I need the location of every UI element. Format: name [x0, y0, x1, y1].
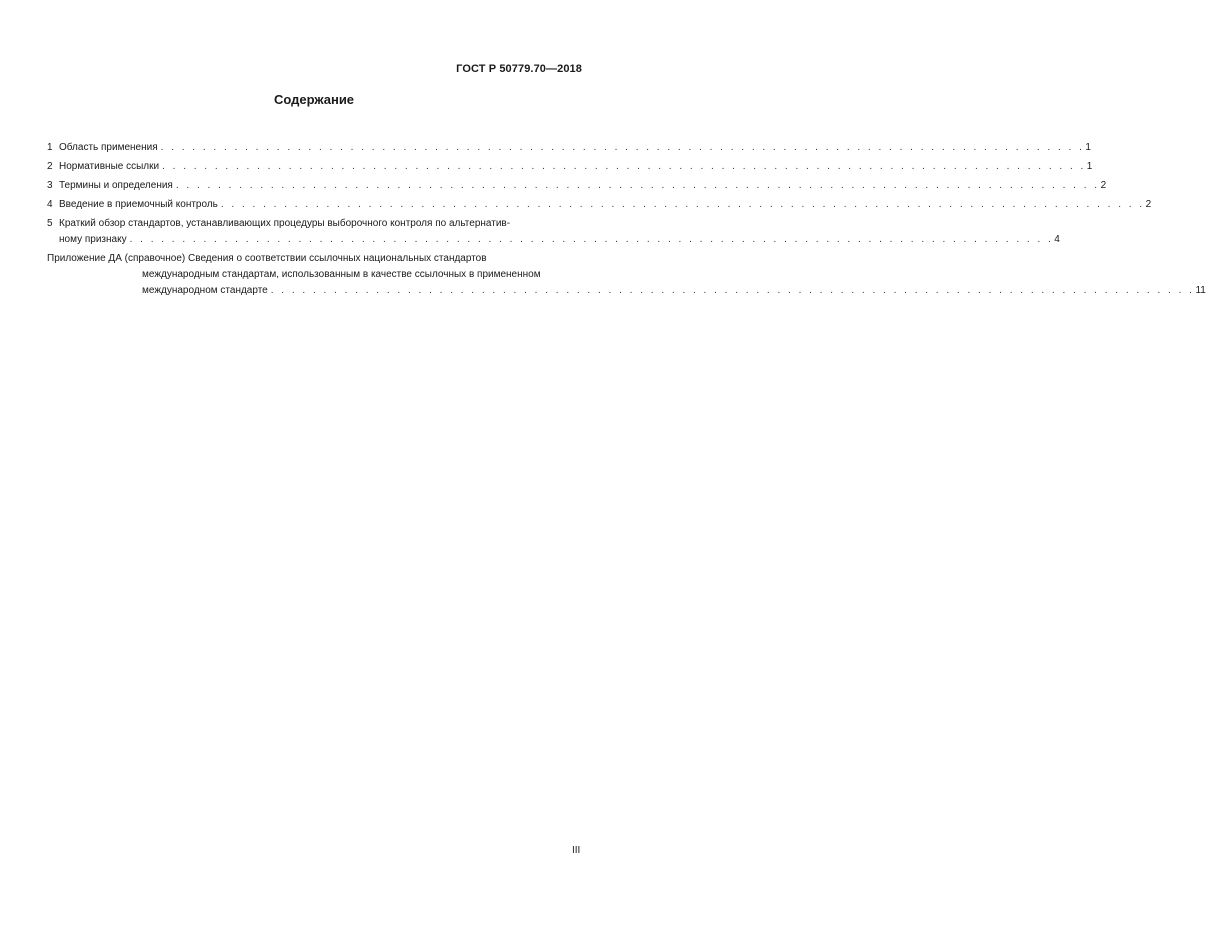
toc-entry-title-line1: Краткий обзор стандартов, устанавливающих процедуры выборочного контроля по альтернатив-: [59, 218, 511, 229]
toc-entry-number: 1: [47, 142, 53, 153]
toc-entry-5[interactable]: [47, 216, 1060, 248]
toc-entry-number: 3: [47, 180, 53, 191]
toc-entry-2[interactable]: [47, 159, 1093, 175]
toc-entry-3[interactable]: [47, 178, 1107, 194]
toc-entry-page: 1: [1085, 142, 1091, 153]
toc-leader-dots: . . . . . . . . . . . . . . . . . . . . . . . . . . . . . . . . . . . . . . . . . . . . . . . . . . . . . . . . . . . . . . . . . . . . . . . . . . . . . . . . . . . . . . . .: [220, 199, 1145, 210]
toc-leader-dots: . . . . . . . . . . . . . . . . . . . . . . . . . . . . . . . . . . . . . . . . . . . . . . . . . . . . . . . . . . . . . . . . . . . . . . . . . . . . . . . . . . . . . . . .: [129, 234, 1054, 245]
toc-entry-title: Введение в приемочный контроль: [59, 199, 218, 210]
toc-entry-page: 4: [1054, 234, 1060, 245]
page-number: III: [572, 845, 581, 856]
toc-title: Содержание: [273, 92, 355, 107]
table-of-contents: [47, 140, 1206, 302]
toc-entry-page: 11: [1195, 285, 1206, 296]
toc-entry-page: 2: [1100, 180, 1107, 191]
toc-leader-dots: . . . . . . . . . . . . . . . . . . . . . . . . . . . . . . . . . . . . . . . . . . . . . . . . . . . . . . . . . . . . . . . . . . . . . . . . . . . . . . . . . . . . . . . .: [162, 161, 1086, 172]
toc-entry-number: 2: [47, 161, 53, 172]
toc-entry-number: 4: [47, 199, 53, 210]
annex-title-line3: международном стандарте: [142, 285, 268, 296]
toc-entry-title: Область применения: [59, 142, 158, 153]
annex-title-line2: международным стандартам, использованным в качестве ссылочных в примененном: [142, 269, 541, 280]
annex-title-line1: Приложение ДА (справочное) Сведения о соответствии ссылочных национальных стандартов: [47, 253, 487, 264]
toc-entry-page: 2: [1145, 199, 1152, 210]
toc-entry-title: Термины и определения: [59, 180, 173, 191]
toc-entry-4[interactable]: [47, 197, 1152, 213]
document-code: ГОСТ Р 50779.70—2018: [456, 63, 582, 75]
toc-entry-1[interactable]: [47, 140, 1091, 156]
toc-leader-dots: . . . . . . . . . . . . . . . . . . . . . . . . . . . . . . . . . . . . . . . . . . . . . . . . . . . . . . . . . . . . . . . . . . . . . . . . . . . . . . . . . . . . . . . .: [160, 142, 1085, 153]
toc-leader-dots: . . . . . . . . . . . . . . . . . . . . . . . . . . . . . . . . . . . . . . . . . . . . . . . . . . . . . . . . . . . . . . . . . . . . . . . . . . . . . . . . . . . . . . . .: [270, 285, 1195, 296]
toc-entry-number: 5: [47, 218, 53, 229]
toc-entry-page: 1: [1086, 161, 1093, 172]
toc-leader-dots: . . . . . . . . . . . . . . . . . . . . . . . . . . . . . . . . . . . . . . . . . . . . . . . . . . . . . . . . . . . . . . . . . . . . . . . . . . . . . . . . . . . . . . . .: [175, 180, 1100, 191]
toc-entry-title-line2: ному признаку: [59, 234, 127, 245]
toc-entry-annex[interactable]: [47, 251, 1206, 299]
toc-entry-title: Нормативные ссылки: [59, 161, 160, 172]
